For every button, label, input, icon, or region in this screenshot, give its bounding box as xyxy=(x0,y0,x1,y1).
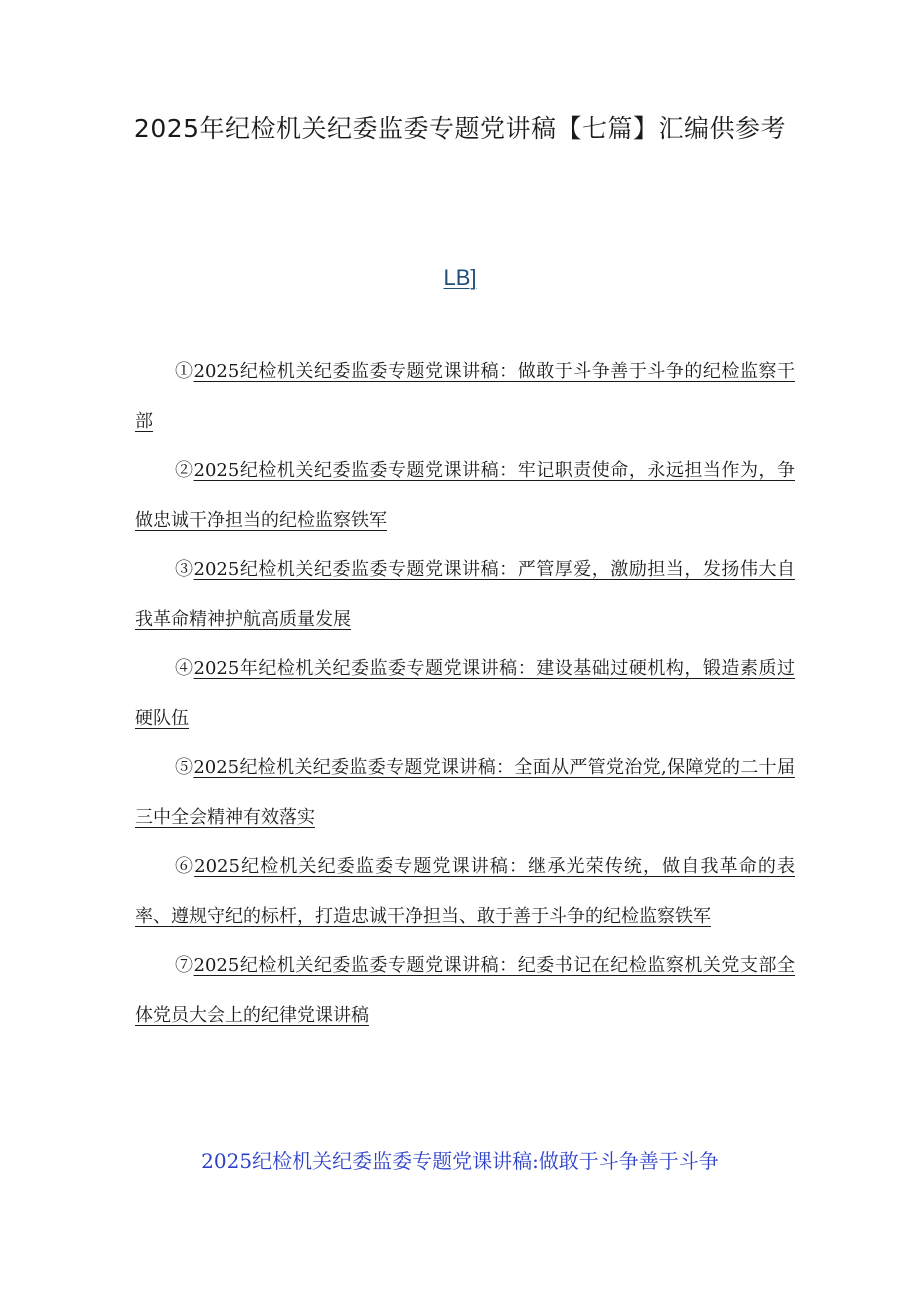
toc-item-marker: ② xyxy=(175,460,194,481)
toc-item-3 xyxy=(135,545,795,644)
toc-item-link[interactable]: 2025纪检机关纪委监委专题党课讲稿：纪委书记在纪检监察机关党支部全体党员大会上的纪律党课讲稿 xyxy=(135,955,796,1026)
toc-heading[interactable] xyxy=(0,263,920,293)
toc-item-marker: ⑦ xyxy=(175,955,194,976)
toc-item-link[interactable]: 2025纪检机关纪委监委专题党课讲稿：全面从严管党治党,保障党的二十届三中全会精神有效落实 xyxy=(135,757,795,828)
toc-item-link[interactable]: 2025纪检机关纪委监委专题党课讲稿：做敢于斗争善于斗争的纪检监察干部 xyxy=(135,361,796,432)
toc-item-7 xyxy=(135,941,795,1040)
toc-item-marker: ⑤ xyxy=(175,757,194,778)
toc-item-marker: ① xyxy=(175,361,194,382)
toc-item-6 xyxy=(135,842,795,941)
toc-item-marker: ⑥ xyxy=(175,856,195,877)
toc-item-1 xyxy=(135,347,795,446)
document-title: 2025年纪检机关纪委监委专题党讲稿【七篇】汇编供参考 xyxy=(133,114,787,143)
toc-item-marker: ③ xyxy=(175,559,194,580)
toc-item-link[interactable]: 2025纪检机关纪委监委专题党课讲稿：严管厚爱，激励担当，发扬伟大自我革命精神护航高质量发展 xyxy=(135,559,796,630)
toc-item-2 xyxy=(135,446,795,545)
table-of-contents xyxy=(135,347,795,1040)
section-heading: 2025纪检机关纪委监委专题党课讲稿:做敢于斗争善于斗争 xyxy=(201,1149,719,1173)
toc-item-link[interactable]: 2025年纪检机关纪委监委专题党课讲稿：建设基础过硬机构，锻造素质过硬队伍 xyxy=(135,658,796,729)
toc-item-marker: ④ xyxy=(175,658,194,679)
toc-heading-link[interactable]: LB] xyxy=(443,265,477,290)
toc-item-link[interactable]: 2025纪检机关纪委监委专题党课讲稿：继承光荣传统，做自我革命的表率、遵规守纪的标杆，打造忠诚干净担当、敢于善于斗争的纪检监察铁军 xyxy=(135,856,795,927)
toc-item-4 xyxy=(135,644,795,743)
toc-item-5 xyxy=(135,743,795,842)
toc-item-link[interactable]: 2025纪检机关纪委监委专题党课讲稿：牢记职责使命，永远担当作为，争做忠诚干净担当的纪检监察铁军 xyxy=(135,460,796,531)
